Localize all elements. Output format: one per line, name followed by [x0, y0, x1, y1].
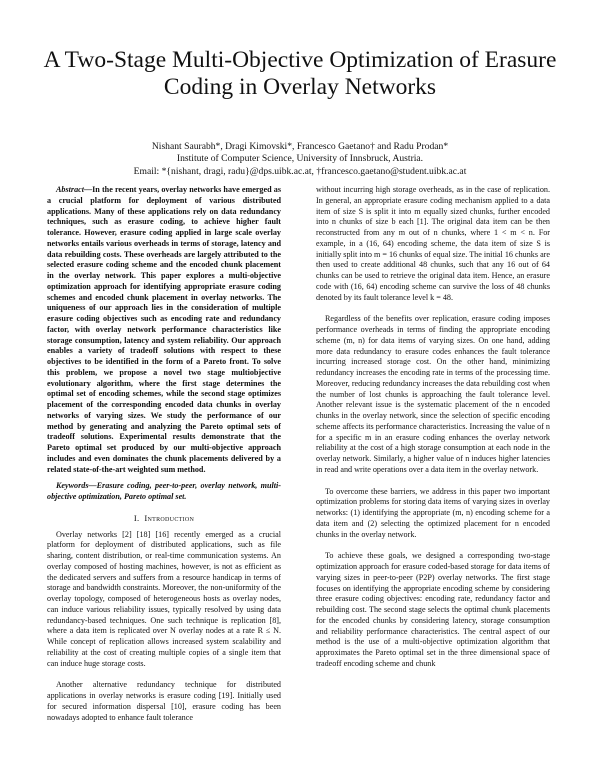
paper-title: A Two-Stage Multi-Objective Optimization of Erasure Coding in Overlay Networks	[43, 47, 557, 100]
body-paragraph: To overcome these barriers, we address in this paper two important optimization problems for storing data items of varying sizes in overlay networks: (1) identifying the appropriate (m, n) encoding scheme for a data item and (2) selecting the optimized placement for n encoded chunks in the overlay network.	[316, 486, 550, 539]
author-names: Nishant Saurabh*, Dragi Kimovski*, Francesco Gaetano† and Radu Prodan*	[151, 141, 449, 152]
body-paragraph: Overlay networks [2] [18] [16] recently emerged as a crucial platform for deployment of distributed applications, such as file sharing, content distribution, or real-time communication systems. An overlay composed of hosting machines, however, is not as efficient as the dedicated servers and suffers from a resource handicap in terms of storage and bandwidth constraints. Moreover, the non-uniformity of the overlay topology, composed of heterogeneous hosts as overlay nodes, can induce various reliability issues, typically resolved by using data redundancy-based techniques. One such technique is replication [8], where a data item is replicated over N overlay nodes at a rate R ≤ N. While concept of replication allows increased system scalability and reliability at the cost of creating multiple copies of a single item that can induce huge storage costs.	[47, 529, 281, 668]
author-block	[40, 141, 560, 178]
right-column	[316, 185, 550, 670]
abstract-text: —In the recent years, overlay networks have emerged as a crucial platform for deployment of various distributed applications. Many of these applications rely on data redundancy techniques, such as erasure coding, to achieve higher fault tolerance. However, erasure coding applied in large scale overlay networks entails various overheads in terms of storage, latency and data rebuilding costs. These overheads are largely attributed to the selected erasure coding scheme and the encoded chunk placement in the overlay network. This paper explores a multi-objective optimization approach for identifying appropriate erasure coding schemes and encoded chunk placement in overlay networks. The uniqueness of our approach lies in the consideration of multiple erasure coding objectives such as encoding rate and redundancy factor, with overlay network performance characteristics like storage consumption, latency and system reliability. Our approach enables a variety of tradeoff solutions with respect to these objectives to be identified in the form of a Pareto front. To solve this problem, we propose a novel two stage multiobjective evolutionary algorithm, where the first stage determines the optimal set of encoding schemes, while the second stage optimizes placement of the corresponding encoded data chunks in overlay networks of varying sizes. We study the performance of our method by generating and analyzing the Pareto optimal sets of tradeoff solutions. Experimental results demonstrate that the Pareto optimal set produced by our multi-objective approach includes and even dominates the chunk placements delivered by a related state-of-the-art weighted sum method.	[47, 185, 281, 474]
abstract	[47, 185, 281, 475]
author-email: Email: *{nishant, dragi, radu}@dps.uibk.ac.at, †francesco.gaetano@student.uibk.ac.at	[133, 165, 467, 177]
body-paragraph: without incurring high storage overheads, as in the case of replication. In general, an appropriate erasure coding mechanism applied to a data item of size S is split it into m equally sized chunks, further encoded into n chunks of size b each [1]. The original data item can be then reconstructed from any m out of n chunks, where 1 < m < n. For example, in a (16, 64) encoding scheme, the data item of size S is initially split into m = 16 chunks of equal size. The initial 16 chunks are then used to create additional 48 chunks, such that any 16 out of 64 chunks can be used to retrieve the original data item. Hence, an erasure code with (16, 64) encoding scheme can survive the loss of 48 chunks denoted by its fault tolerance level k = 48.	[316, 185, 550, 302]
section-heading-introduction	[47, 513, 281, 524]
abstract-label: Abstract	[56, 185, 84, 194]
keywords	[47, 481, 281, 503]
keywords-text: —Erasure coding, peer-to-peer, overlay network, multi-objective optimization, Pareto optimal set.	[47, 481, 281, 501]
body-paragraph: Regardless of the benefits over replication, erasure coding imposes performance overheads in terms of finding the appropriate encoding scheme (m, n) for data items of varying sizes. On one hand, adding more data redundancy to erasure codes enhances the fault tolerance incurring increased storage cost. On the other hand, minimizing redundancy increases the encoding rate in terms of the processing time. Moreover, reducing redundancy increases the data rebuilding cost when the number of lost chunks is approaching the fault tolerance level. Another relevant issue is the systematic placement of the n encoded chunks in the overlay network, since the selection of specific encoding scheme affects its performance characteristics. Increasing the value of n for a specific m in an erasure coding enhances the overlay network reliability at the cost of a high storage consumption at each node in the overlay network. Similarly, a higher value of n induces higher latencies in read and write operations over a data item in the overlay network.	[316, 314, 550, 474]
keywords-label: Keywords	[56, 481, 89, 491]
section-number: I.	[133, 512, 140, 523]
section-title: Introduction	[144, 512, 195, 523]
author-affiliation: Institute of Computer Science, University of Innsbruck, Austria.	[176, 153, 424, 165]
body-paragraph: To achieve these goals, we designed a corresponding two-stage optimization approach for erasure coded-based storage for data items of varying sizes in peer-to-peer (P2P) overlay networks. The first stage focuses on identifying the appropriate encoding scheme by considering three erasure coding objectives: encoding rate, redundancy factor and rebuilding cost. The second stage selects the optimal chunk placements for the encoded chunks by considering latency, storage consumption and reliability performance characteristics. The central aspect of our method is the use of a multi-objective optimization algorithm that approximates the Pareto optimal set in the three dimensional space of tradeoff encoding scheme and chunk	[316, 551, 550, 668]
body-paragraph: Another alternative redundancy technique for distributed applications in overlay networks is erasure coding [19]. Initially used for secured information dispersal [10], erasure coding has been nowadays adopted to enhance fault tolerance	[47, 680, 281, 722]
left-column	[47, 185, 281, 723]
